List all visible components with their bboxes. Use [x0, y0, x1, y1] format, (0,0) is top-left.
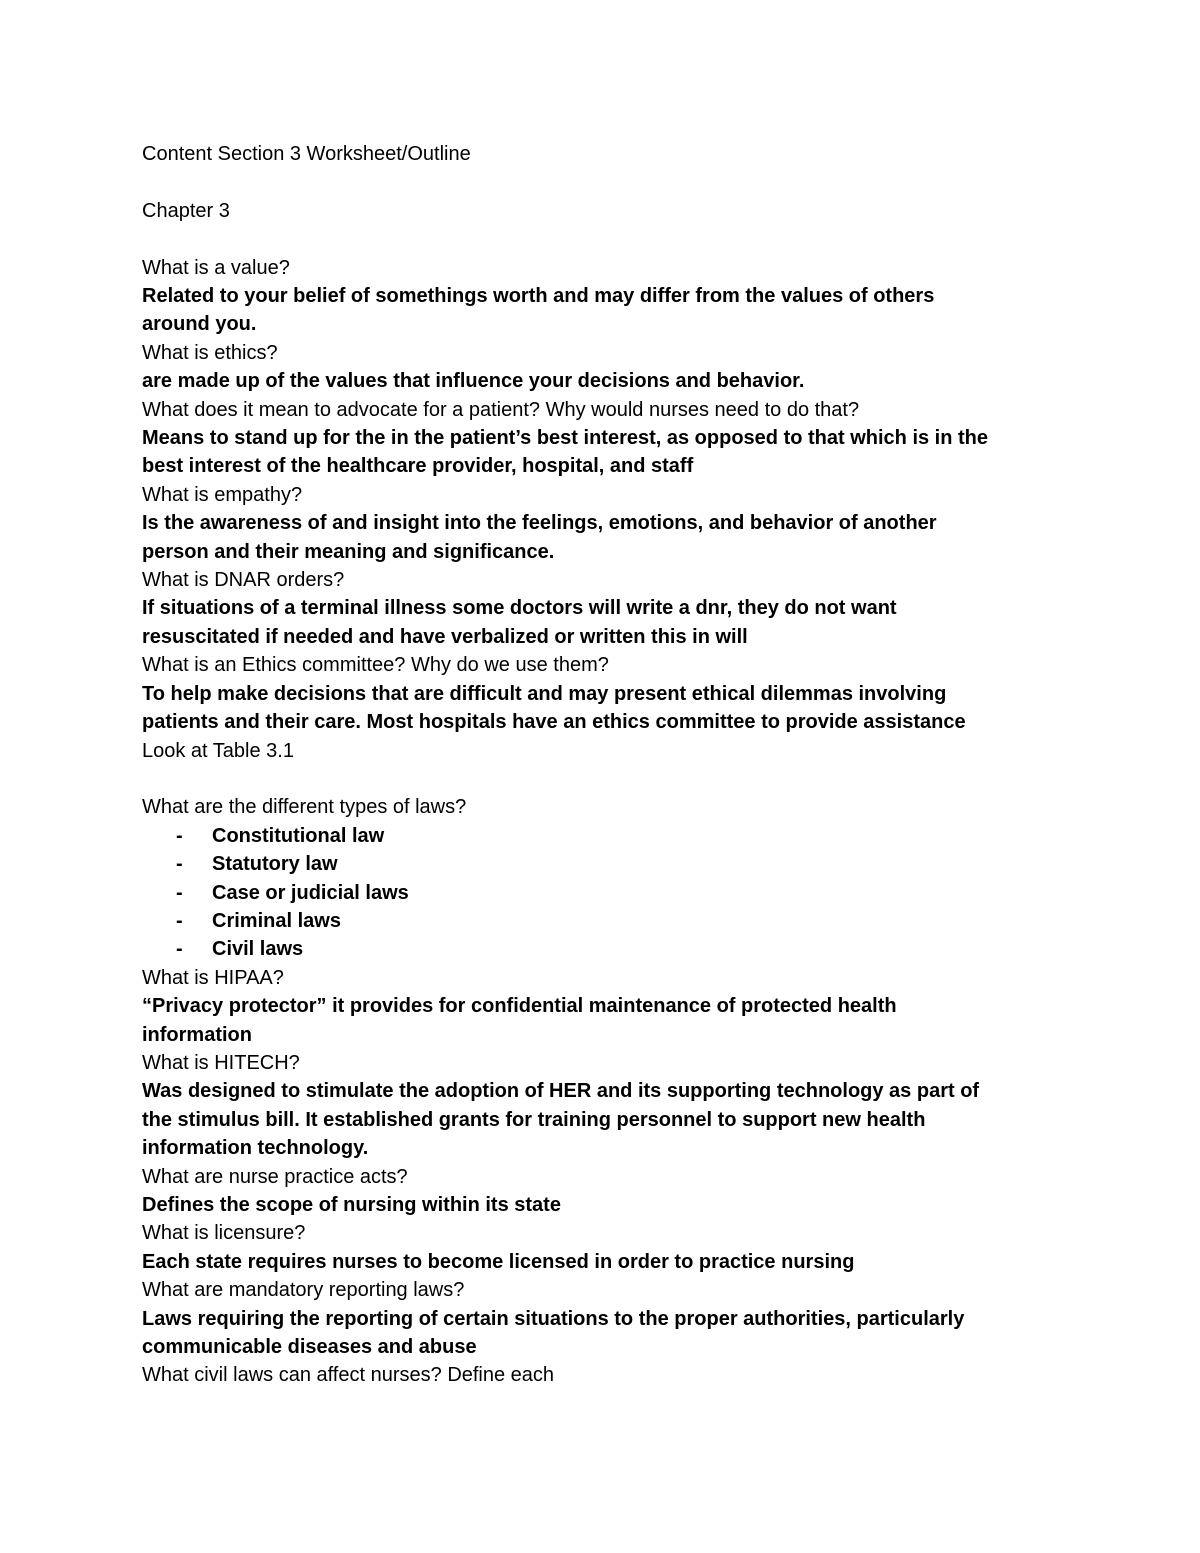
list-item-text: Criminal laws [212, 909, 341, 932]
question-advocate: What does it mean to advocate for a patient? Why would nurses need to do that? [142, 398, 860, 421]
list-item [142, 850, 1072, 878]
answer-line: information [142, 1023, 252, 1046]
question-hitech: What is HITECH? [142, 1051, 300, 1074]
list-item [142, 935, 1072, 963]
answer-line: around you. [142, 313, 257, 336]
answer-line: the stimulus bill. It established grants for training personnel to support new health [142, 1108, 926, 1131]
document-page [142, 140, 1072, 1390]
answer-line: communicable diseases and abuse [142, 1336, 477, 1359]
list-dash: - [176, 824, 183, 847]
question-ethics-committee: What is an Ethics committee? Why do we use them? [142, 654, 609, 677]
answer-line: Means to stand up for the in the patient’s best interest, as opposed to that which is in the [142, 427, 989, 450]
table-note: Look at Table 3.1 [142, 739, 294, 762]
list-item-text: Statutory law [212, 853, 338, 876]
question-empathy: What is empathy? [142, 483, 303, 506]
answer-line: To help make decisions that are difficult and may present ethical dilemmas involving [142, 682, 947, 705]
answer-line: Related to your belief of somethings worth and may differ from the values of others [142, 285, 935, 307]
answer-line: patients and their care. Most hospitals have an ethics committee to provide assistance [142, 711, 966, 734]
list-item [142, 907, 1072, 935]
chapter-heading: Chapter 3 [142, 199, 230, 222]
answer-line: If situations of a terminal illness some doctors will write a dnr, they do not want [142, 597, 897, 620]
blank-line [142, 765, 1072, 793]
question-licensure: What is licensure? [142, 1222, 306, 1245]
blank-line [142, 168, 1072, 196]
list-item-text: Constitutional law [212, 824, 385, 847]
question-dnar: What is DNAR orders? [142, 569, 345, 592]
list-item [142, 879, 1072, 907]
question-laws: What are the different types of laws? [142, 796, 467, 819]
list-dash: - [176, 853, 183, 876]
list-item-text: Case or judicial laws [212, 881, 409, 904]
blank-line [142, 225, 1072, 253]
list-dash: - [176, 909, 183, 932]
question-mandatory-reporting: What are mandatory reporting laws? [142, 1279, 465, 1302]
question-ethics: What is ethics? [142, 341, 278, 364]
question-civil-laws: What civil laws can affect nurses? Define each [142, 1364, 555, 1387]
answer-line: resuscitated if needed and have verbalized or written this in will [142, 625, 748, 648]
list-item-text: Civil laws [212, 938, 304, 961]
answer-line: Each state requires nurses to become licensed in order to practice nursing [142, 1250, 855, 1273]
answer-line: Is the awareness of and insight into the feelings, emotions, and behavior of another [142, 512, 937, 535]
answer-line: Laws requiring the reporting of certain situations to the proper authorities, particularly [142, 1307, 965, 1330]
answer-line: person and their meaning and significance. [142, 540, 555, 563]
answer-line: information technology. [142, 1137, 369, 1160]
answer-line: “Privacy protector” it provides for confidential maintenance of protected health [142, 995, 897, 1018]
answer-line: Was designed to stimulate the adoption of HER and its supporting technology as part of [142, 1080, 980, 1103]
answer-line: best interest of the healthcare provider, hospital, and staff [142, 455, 694, 478]
question-nurse-practice-acts: What are nurse practice acts? [142, 1165, 408, 1188]
document-title: Content Section 3 Worksheet/Outline [142, 143, 471, 165]
answer-line: Defines the scope of nursing within its state [142, 1193, 561, 1216]
question-value: What is a value? [142, 256, 290, 279]
question-hipaa: What is HIPAA? [142, 966, 284, 989]
list-dash: - [176, 881, 183, 904]
list-item [142, 822, 1072, 850]
list-dash: - [176, 938, 183, 961]
answer-line: are made up of the values that influence your decisions and behavior. [142, 370, 805, 393]
